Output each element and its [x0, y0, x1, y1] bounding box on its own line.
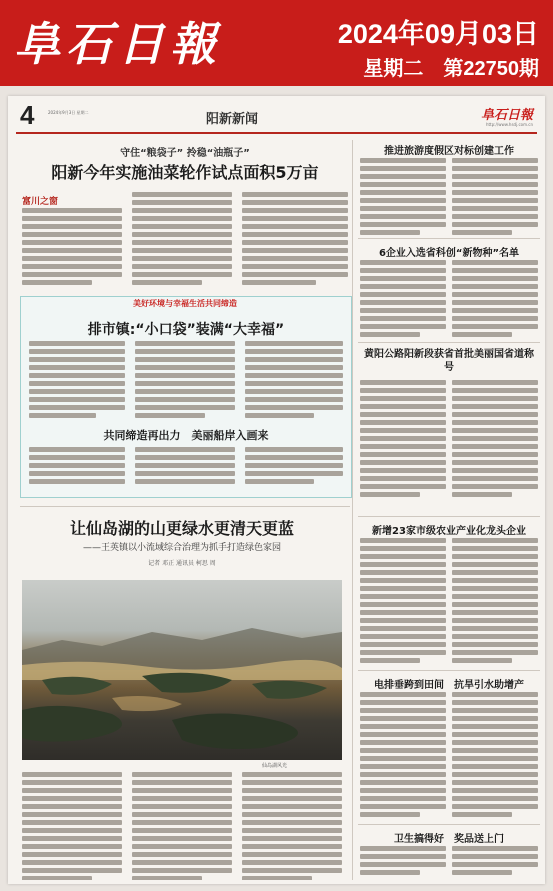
right-headline-3[interactable]: 黄阳公路阳新段获省首批美丽国省道称号 [364, 349, 534, 373]
box-text-col-1 [29, 341, 125, 421]
divider [20, 506, 350, 507]
feature-text-col-2 [132, 772, 232, 880]
page-url: http://www.hsdj.com.cn [485, 122, 533, 127]
right-text-1a [360, 158, 446, 236]
page-meta: 2024年9月3日 星期二 [48, 110, 89, 115]
box-text-col-3 [245, 341, 343, 421]
right-headline-2[interactable]: 6企业入选省科创“新物种”名单 [378, 248, 520, 259]
right-text-4a [360, 538, 446, 664]
right-divider-2 [358, 342, 540, 343]
right-headline-5[interactable]: 电排垂跨到田间 抗旱引水助增产 [374, 680, 524, 691]
right-divider-1 [358, 238, 540, 239]
right-text-2b [452, 260, 538, 338]
lead-byline: 富川之窗 [22, 197, 59, 207]
right-headline-1[interactable]: 推进旅游度假区对标创建工作 [384, 146, 514, 157]
box-text-col-2 [135, 341, 235, 421]
lake-photo [22, 580, 342, 760]
right-text-5a [360, 692, 446, 818]
lead-headline[interactable]: 阳新今年实施油菜轮作试点面积5万亩 [51, 163, 319, 182]
section-title: 阳新新闻 [206, 112, 259, 127]
feature-headline[interactable]: 让仙岛湖的山更绿水更清天更蓝 [69, 519, 294, 538]
photo-caption: 仙岛湖风光 [262, 763, 288, 769]
column-divider [352, 140, 353, 880]
masthead [0, 0, 553, 86]
right-divider-3 [358, 516, 540, 517]
issue-number: 星期二 第22750期 [363, 58, 539, 80]
right-headline-4[interactable]: 新增23家市级农业产业化龙头企业 [372, 526, 526, 537]
right-text-5b [452, 692, 538, 818]
box-text-col-6 [245, 447, 343, 491]
right-divider-5 [358, 824, 540, 825]
lake-photo-art [22, 580, 342, 760]
lead-text-col-3 [242, 192, 348, 292]
feature-box [20, 296, 352, 498]
right-text-3b [452, 380, 538, 500]
page-header [16, 100, 537, 134]
right-text-1b [452, 158, 538, 236]
feature-text-col-3 [242, 772, 342, 880]
page-number: 4 [20, 100, 35, 130]
right-text-4b [452, 538, 538, 664]
box-headline-1[interactable]: 排市镇:“小口袋”装满“大幸福” [87, 322, 285, 338]
right-text-2a [360, 260, 446, 338]
masthead-logo: 阜石日報 [14, 17, 222, 71]
right-headline-6[interactable]: 卫生搞得好 奖品送上门 [394, 834, 504, 845]
lead-kicker: 守住“粮袋子” 拎稳“油瓶子” [120, 148, 250, 159]
lead-text-col-2 [132, 192, 232, 292]
lead-text-col-1 [22, 208, 122, 292]
page-logo: 阜石日報 [480, 108, 533, 123]
right-text-3a [360, 380, 446, 500]
feature-subhead: ——王英镇以小流域综合治理为抓手打造绿色家园 [82, 543, 281, 553]
feature-byline: 记者 邓正 通讯员 柯思 周 [148, 560, 216, 567]
feature-text-col-1 [22, 772, 122, 880]
box-headline-2[interactable]: 共同缔造再出力 美丽船岸入画来 [103, 429, 269, 442]
box-banner: 美好环境与幸福生活共同缔造 [133, 299, 237, 308]
issue-date: 2024年09月03日 [337, 19, 539, 49]
newspaper-page[interactable] [8, 96, 545, 884]
box-text-col-5 [135, 447, 235, 491]
right-text-6a [360, 846, 446, 880]
right-text-6b [452, 846, 538, 880]
box-text-col-4 [29, 447, 125, 491]
right-divider-4 [358, 670, 540, 671]
